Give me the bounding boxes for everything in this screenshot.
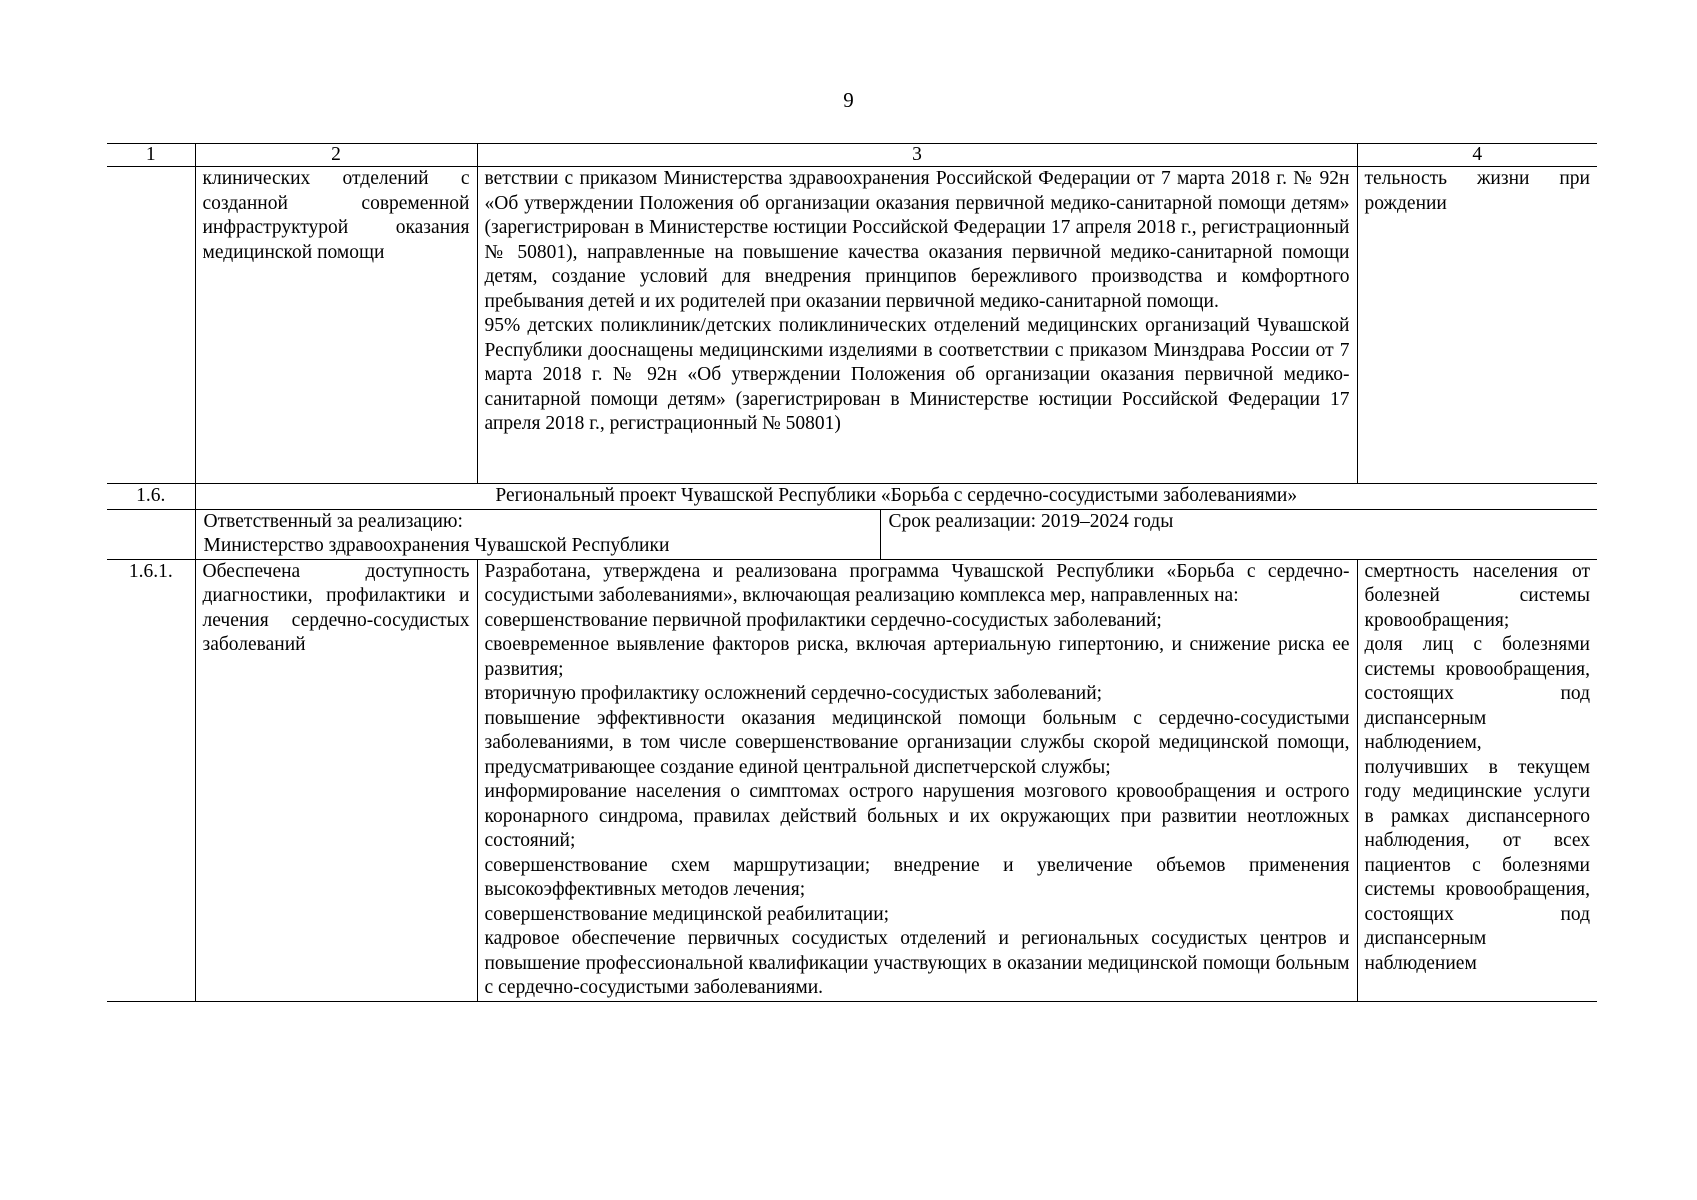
term-text: Срок реализации: 2019–2024 годы bbox=[888, 510, 1174, 532]
result-cell: Обеспечена доступность диагностики, профилактики и лечения сердечно-сосудистых заболеваний bbox=[195, 559, 477, 1001]
description-cell bbox=[477, 167, 1357, 484]
description-cell bbox=[477, 559, 1357, 1001]
description-paragraph: совершенствование медицинской реабилитации; bbox=[484, 903, 890, 925]
header-col-1: 1 bbox=[107, 144, 195, 167]
section-number: 1.6. bbox=[107, 484, 195, 510]
table-row-continued bbox=[107, 167, 1597, 484]
row-number-cell bbox=[107, 167, 195, 484]
description-paragraph: повышение эффективности оказания медицинской помощи больным с сердечно-сосудистыми заболеваниями, в том числе совершенствование организации службы скорой медицинской помощи, предусматривающее создание единой центральной диспетчерской службы; bbox=[484, 707, 1350, 778]
responsible-label: Ответственный за реализацию: bbox=[203, 510, 463, 532]
table-row-1-6-1 bbox=[107, 559, 1597, 1001]
empty-cell bbox=[107, 509, 195, 559]
description-paragraph: кадровое обеспечение первичных сосудистых отделений и региональных сосудистых центров и повышение профессиональной квалификации участвующих в оказании медицинской помощи больным с сердечно-сосудистыми заболеваниями. bbox=[484, 928, 1350, 998]
description-paragraph: ветствии с приказом Министерства здравоохранения Российской Федерации от 7 марта 2018 г. № 92н «Об утверждении Положения об организации оказания первичной медико-санитарной помощи детям» (зарегистрирован в Министерстве юстиции Российской Федерации 17 апреля 2018 г., регистрационный № 50801), направленные на повышение качества оказания первичной медико-санитарной помощи детям, создание условий для внедрения принципов бережливого производства и комфортного пребывания детей и их родителей при оказании первичной медико-санитарной помощи. bbox=[484, 168, 1350, 312]
description-paragraph: совершенствование схем маршрутизации; внедрение и увеличение объемов применения высокоэффективных методов лечения; bbox=[484, 854, 1350, 900]
description-paragraph: Разработана, утверждена и реализована программа Чувашской Республики «Борьба с сердечно-сосудистыми заболеваниями», включающая реализацию комплекса мер, направленных на: bbox=[484, 560, 1350, 606]
term-block bbox=[881, 510, 1598, 559]
description-paragraph: информирование населения о симптомах острого нарушения мозгового кровообращения и острого коронарного синдрома, правилах действий больных и их окружающих при развитии неотложных состояний; bbox=[484, 781, 1350, 851]
header-col-2: 2 bbox=[195, 144, 477, 167]
section-info-row bbox=[107, 509, 1597, 559]
responsible-block bbox=[196, 510, 881, 559]
result-cell: клинических отделений с созданной современной инфраструктурой оказания медицинской помощи bbox=[195, 167, 477, 484]
indicator-paragraph: доля лиц с болезнями системы кровообращения, состоящих под диспансерным наблюдением, получивших в текущем году медицинские услуги в рамках диспансерного наблюдения, от всех пациентов с болезнями системы кровообращения, состоящих под диспансерным наблюдением bbox=[1364, 634, 1590, 974]
header-col-3: 3 bbox=[477, 144, 1357, 167]
responsible-value: Министерство здравоохранения Чувашской Республики bbox=[203, 535, 670, 556]
measures-table bbox=[107, 143, 1597, 1002]
table-header-row bbox=[107, 144, 1597, 167]
indicator-cell bbox=[1357, 559, 1597, 1001]
indicator-cell: тельность жизни при рождении bbox=[1357, 167, 1597, 484]
description-paragraph: вторичную профилактику осложнений сердечно-сосудистых заболеваний; bbox=[484, 683, 1103, 704]
section-info-cell bbox=[195, 509, 1597, 559]
description-paragraph: своевременное выявление факторов риска, включая артериальную гипертонию, и снижение риска ее развития; bbox=[484, 634, 1350, 680]
description-paragraph: 95% детских поликлиник/детских поликлинических отделений медицинских организаций Чувашской Республики дооснащены медицинскими изделиями в соответствии с приказом Минздрава России от 7 марта 2018 г. № 92н «Об утверждении Положения об организации оказания первичной медико-санитарной помощи детям» (зарегистрирован в Министерстве юстиции Российской Федерации 17 апреля 2018 г., регистрационный № 50801) bbox=[484, 315, 1350, 434]
section-title: Региональный проект Чувашской Республики «Борьба с сердечно-сосудистыми заболеваниями» bbox=[195, 484, 1597, 510]
row-number-cell: 1.6.1. bbox=[107, 559, 195, 1001]
indicator-paragraph: смертность населения от болезней системы кровообращения; bbox=[1364, 560, 1590, 631]
description-paragraph: совершенствование первичной профилактики сердечно-сосудистых заболеваний; bbox=[484, 609, 1162, 631]
header-col-4: 4 bbox=[1357, 144, 1597, 167]
page-number: 9 bbox=[843, 88, 854, 112]
section-title-row bbox=[107, 484, 1597, 510]
